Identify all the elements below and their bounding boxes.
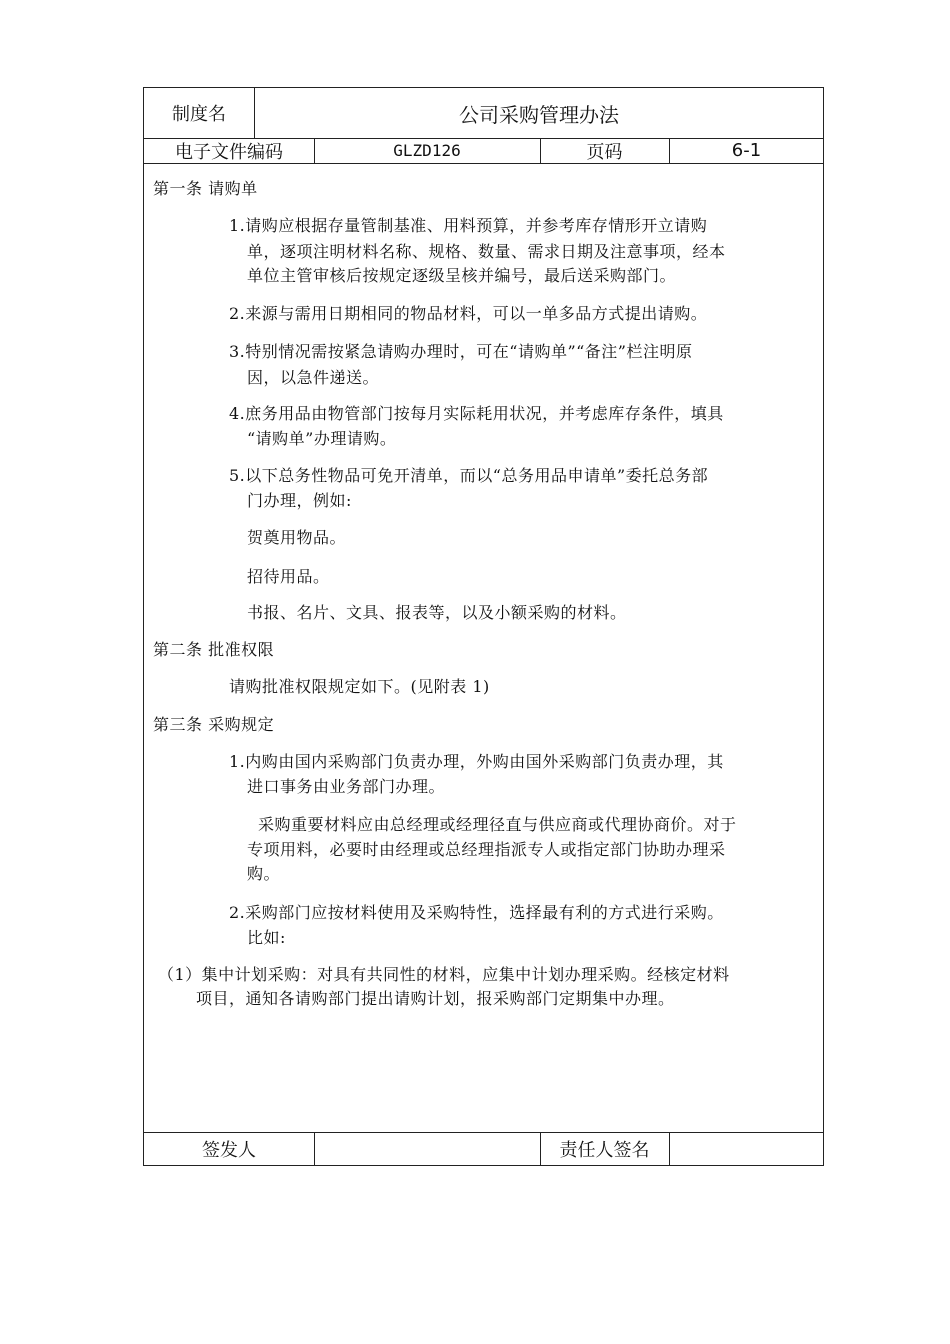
article-2-heading: 第二条 批准权限 <box>153 640 275 659</box>
article-3-item-2-line-1: 2.采购部门应按材料使用及采购特性，选择最有利的方式进行采购。 <box>229 903 724 922</box>
document-title: 公司采购管理办法 <box>459 102 619 127</box>
article-1-sub-1: 贺奠用物品。 <box>247 528 347 547</box>
article-3-item-1-line-1: 1.内购由国内采购部门负责办理，外购由国外采购部门负责办理，其 <box>229 752 724 771</box>
article-1-item-5-line-2: 门办理，例如: <box>247 491 352 510</box>
article-1-item-5-line-1: 5.以下总务性物品可免开清单，而以“总务用品申请单”委托总务部 <box>229 466 709 485</box>
article-1-sub-3: 书报、名片、文具、报表等，以及小额采购的材料。 <box>247 603 627 622</box>
article-1-item-3-line-1: 3.特别情况需按紧急请购办理时，可在“请购单”“备注”栏注明原 <box>229 342 693 361</box>
page-number: 6-1 <box>731 140 762 161</box>
article-3-heading: 第三条 采购规定 <box>153 715 275 734</box>
article-1-item-3-line-2: 因，以急件递送。 <box>247 368 380 387</box>
article-3-sub-1-line-1: （1）集中计划采购：对具有共同性的材料，应集中计划办理采购。经核定材料 <box>158 965 730 984</box>
label-responsible-signature: 责任人签名 <box>559 1140 650 1161</box>
article-2-text: 请购批准权限规定如下。(见附表 1) <box>229 677 490 696</box>
label-file-code: 电子文件编码 <box>175 141 283 163</box>
label-issuer: 签发人 <box>202 1140 256 1161</box>
article-1-sub-2: 招待用品。 <box>247 567 330 586</box>
file-code: GLZD126 <box>393 141 461 160</box>
article-3-para-line-2: 专项用料，必要时由经理或总经理指派专人或指定部门协助办理采 <box>247 840 726 859</box>
article-1-heading: 第一条 请购单 <box>153 179 258 198</box>
article-1-item-4-line-2: “请购单”办理请购。 <box>247 429 397 448</box>
article-3-item-1-line-2: 进口事务由业务部门办理。 <box>247 777 446 796</box>
article-1-item-1-line-1: 1.请购应根据存量管制基准、用料预算，并参考库存情形开立请购 <box>229 216 708 235</box>
article-1-item-2: 2.来源与需用日期相同的物品材料，可以一单多品方式提出请购。 <box>229 304 708 323</box>
label-regulation-name: 制度名 <box>172 104 226 125</box>
article-3-para-line-3: 购。 <box>247 864 281 883</box>
label-page: 页码 <box>586 141 623 163</box>
article-1-item-1-line-2: 单，逐项注明材料名称、规格、数量、需求日期及注意事项，经本 <box>247 242 726 261</box>
article-3-sub-1-line-2: 项目，通知各请购部门提出请购计划，报采购部门定期集中办理。 <box>196 989 675 1008</box>
article-1-item-1-line-3: 单位主管审核后按规定逐级呈核并编号，最后送采购部门。 <box>247 266 677 285</box>
article-3-item-2-line-2: 比如: <box>247 928 286 947</box>
article-3-para-line-1: 采购重要材料应由总经理或经理径直与供应商或代理协商价。对于 <box>258 815 737 834</box>
article-1-item-4-line-1: 4.庶务用品由物管部门按每月实际耗用状况，并考虑库存条件，填具 <box>229 404 724 423</box>
